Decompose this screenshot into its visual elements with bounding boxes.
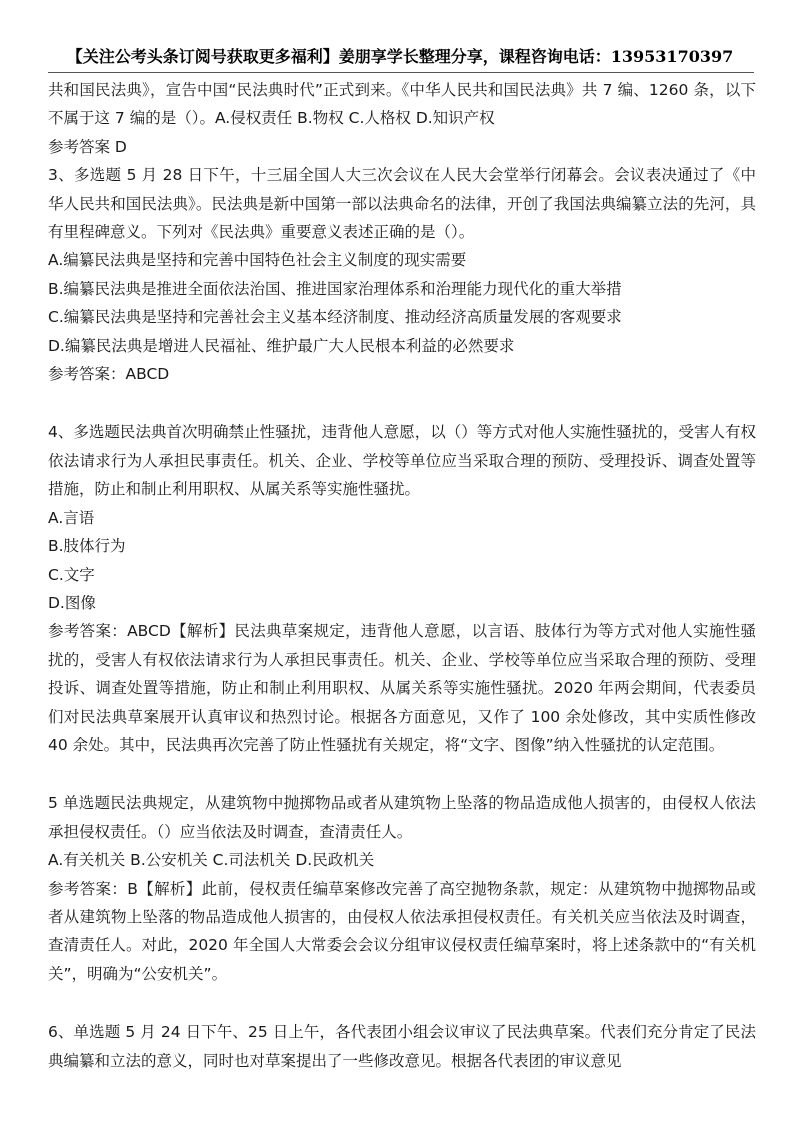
document-body xyxy=(48,76,756,1075)
question-4-option-b: B.肢体行为 xyxy=(48,537,126,556)
question-4-stem: 4、多选题民法典首次明确禁止性骚扰，违背他人意愿，以（）等方式对他人实施性骚扰的，受害人有权依法请求行为人承担民事责任。机关、企业、学校等单位应当采取合理的预防、受理投诉、调查处置等措施，防止和制止利用职权、从属关系等实施性骚扰。 xyxy=(48,423,756,499)
question-5-options: A.有关机关 B.公安机关 C.司法机关 D.民政机关 xyxy=(48,851,375,870)
question-3-option-b: B.编纂民法典是推进全面依法治国、推进国家治理体系和治理能力现代化的重大举措 xyxy=(48,279,622,298)
question-3-stem: 3、多选题 5 月 28 日下午，十三届全国人大三次会议在人民大会堂举行闭幕会。会议表决通过了《中华人民共和国民法典》。民法典是新中国第一部以法典命名的法律，开创了我国法典编纂立法的先河，具有里程碑意义。下列对《民法典》重要意义表述正确的是（）。 xyxy=(48,166,756,242)
question-4-answer: 参考答案：ABCD【解析】民法典草案规定，违背他人意愿，以言语、肢体行为等方式对他人实施性骚扰的，受害人有权依法请求行为人承担民事责任。机关、企业、学校等单位应当采取合理的预防、受理投诉、调查处置等措施，防止和制止利用职权、从属关系等实施性骚扰。2020 年两会期间，代表委员们对民法典草案展开认真审议和热烈讨论。根据各方面意见，又作了 100 余处修改，其中实质性修改 40 余处。其中，民法典再次完善了防止性骚扰有关规定，将“文字、图像”纳入性骚扰的认定范围。 xyxy=(48,622,756,754)
question-6-stem: 6、单选题 5 月 24 日下午、25 日上午，各代表团小组会议审议了民法典草案。代表们充分肯定了民法典编纂和立法的意义，同时也对草案提出了一些修改意见。根据各代表团的审议意见 xyxy=(48,1023,756,1070)
question-3-option-c: C.编纂民法典是坚持和完善社会主义基本经济制度、推动经济高质量发展的客观要求 xyxy=(48,308,622,327)
question-2-answer: 参考答案 D xyxy=(48,137,127,156)
question-3-option-a: A.编纂民法典是坚持和完善中国特色社会主义制度的现实需要 xyxy=(48,251,467,270)
question-3-option-d: D.编纂民法典是增进人民福祉、维护最广大人民根本利益的必然要求 xyxy=(48,336,515,355)
paragraph-gap xyxy=(48,759,756,789)
question-5-stem: 5 单选题民法典规定，从建筑物中抛掷物品或者从建筑物上坠落的物品造成他人损害的，由侵权人依法承担侵权责任。（）应当依法及时调查，查清责任人。 xyxy=(48,794,756,841)
question-4-option-a: A.言语 xyxy=(48,508,95,527)
question-2-stem-tail: 共和国民法典》，宣告中国“民法典时代”正式到来。《中华人民共和国民法典》共 7 编、1260 条，以下不属于这 7 编的是（）。A.侵权责任 B.物权 C.人格权 D.知识产权 xyxy=(48,81,756,128)
question-3-answer: 参考答案：ABCD xyxy=(48,365,170,384)
paragraph-gap xyxy=(48,388,756,418)
page-header: 【关注公考头条订阅号获取更多福利】姜朋享学长整理分享，课程咨询电话：13953170397 xyxy=(66,47,734,66)
header-divider xyxy=(48,72,754,73)
paragraph-gap xyxy=(48,988,756,1018)
question-5-answer: 参考答案：B【解析】此前，侵权责任编草案修改完善了高空抛物条款，规定：从建筑物中抛掷物品或者从建筑物上坠落的物品造成他人损害的，由侵权人依法承担侵权责任。有关机关应当依法及时调查，查清责任人。对此，2020 年全国人大常委会会议分组审议侵权责任编草案时，将上述条款中的“有关机关”，明确为“公安机关”。 xyxy=(48,879,756,983)
question-4-option-d: D.图像 xyxy=(48,593,96,612)
question-4-option-c: C.文字 xyxy=(48,565,95,584)
